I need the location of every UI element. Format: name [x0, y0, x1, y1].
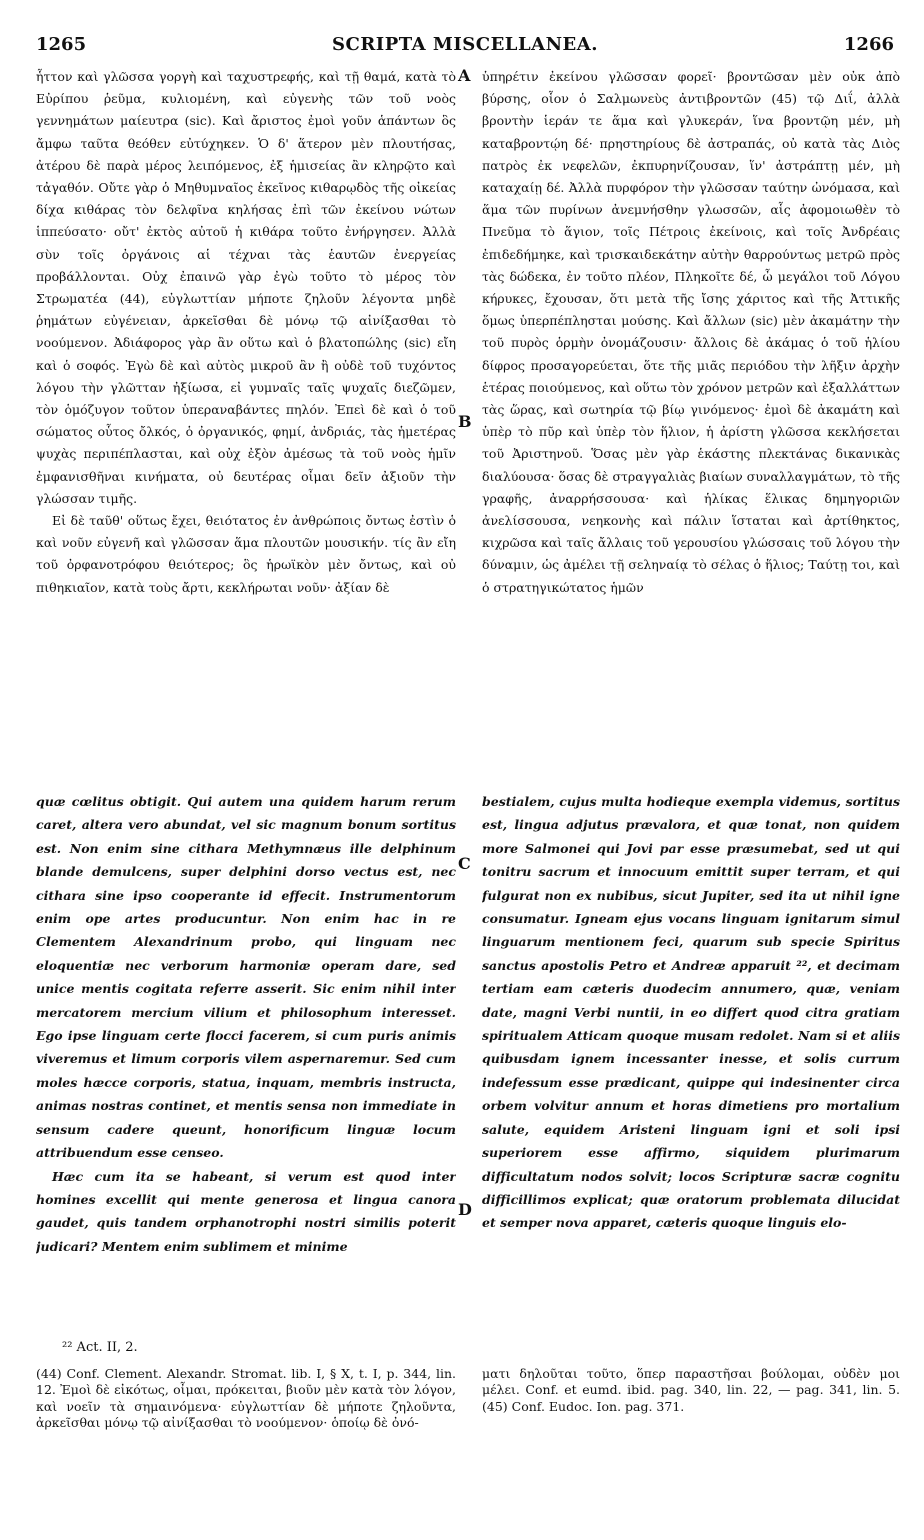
- page-number-left: 1265: [36, 34, 87, 55]
- margin-marker-a: A: [458, 66, 471, 85]
- margin-marker-d: D: [458, 1200, 472, 1219]
- running-header: [36, 34, 894, 58]
- note-44: (44) Conf. Clement. Alexandr. Stromat. lib. I, § X, t. I, p. 344, lin. 12. Ἐμοὶ δὲ εἰκότως, οἶμαι, πρόκειται, βιοῦν μὲν κατὰ τὸν λόγον, καὶ νοεῖν τὰ σημαινόμενα· εὐγλωττίαν δὲ μήποτε ζηλοῦντα, ἀρκεῖσθαι μόνῳ τῷ αἰνίξασθαι τὸ νοούμενον· ὁποίῳ δὲ ὀνό-: [36, 1366, 456, 1431]
- greek-column-left: [36, 66, 456, 751]
- greek-left-paragraph-1: ἧττον καὶ γλῶσσα γοργὴ καὶ ταχυστρεφής, καὶ τῇ θαμά, κατὰ τὸ Εὐρίπου ῥεῦμα, κυλιομένη, καὶ εὐγενὴς τῶν τοῦ νοὸς γεννημάτων μαίευτρα (sic). Καὶ ἄριστος ἐμοὶ γοῦν ἁπάντων ὃς ἄμφω ταῦτα θεόθεν εὐτύχηκεν. Ὁ δ' ἅτερον μὲν πλουτήσας, ἀτέρου δὲ παρὰ μέρος λειπόμενος, ἐξ ἡμισείας ἂν κληρῷτο καὶ τἀγαθόν. Οὔτε γὰρ ὁ Μηθυμναῖος ἐκεῖνος κιθαρῳδὸς τῆς οἰκείας δίχα κιθάρας τὸν δελφῖνα κηλήσας ἐπὶ τῶν ἐκείνου νώτων ἱππεύσατο· οὔτ' ἐκτὸς αὐτοῦ ἡ κιθάρα τοῦτο ἐνήργησεν. Ἀλλὰ σὺν τοῖς ὀργάνοις αἱ τέχναι τὰς ἑαυτῶν ἐνεργείας προβάλλονται. Οὐχ ἐπαινῶ γὰρ ἐγὼ τοῦτο τὸ μέρος τὸν Στρωματέα (44), εὐγλωττίαν μήποτε ζηλοῦν λέγοντα μηδὲ ῥημάτων εὐγένειαν, ἀρκεῖσθαι δὲ μόνῳ τῷ αἰνίξασθαι τὸ νοούμενον. Ἀδιάφορος γὰρ ἂν οὕτω καὶ ὁ βλατοπώλης (sic) εἴη καὶ ὁ σοφός. Ἐγὼ δὲ καὶ αὐτὸς μικροῦ ἂν ἢ οὐδὲ τοῦ τυχόντος λόγου τὴν γλῶτταν ἠξίωσα, εἰ γυμναῖς ταῖς ψυχαῖς διεζῶμεν, τὸν ὁμόζυγον τοῦτον ὑπεραναβάντες πηλόν. Ἐπεὶ δὲ καὶ ὁ τοῦ σώματος οὗτος ὄλκός, ὁ ὀργανικός, φημί, ἀνδριάς, τὰς ἡμετέρας ψυχὰς περιπέπλασται, καὶ οὐχ ἐξὸν ἀμέσως τὰ τοῦ νοὸς ἡμῖν ἐμφανισθῆναι κινήματα, οὐ δευτέρας οἶμαι δεῖν ἀξιοῦν τὴν γλώσσαν τιμῆς.: [36, 69, 456, 506]
- margin-marker-b: B: [458, 412, 472, 431]
- margin-marker-c: C: [458, 854, 471, 873]
- greek-column-right: [482, 66, 900, 751]
- note-45: ματι δηλοῦται τοῦτο, ὅπερ παραστῆσαι βούλομαι, οὐδὲν μοι μέλει. Conf. et eumd. ibid. pag. 340, lin. 22, — pag. 341, lin. 5. (45) Conf. Eudoc. Ion. pag. 371.: [482, 1366, 900, 1414]
- latin-left-paragraph-1: quæ cœlitus obtigit. Qui autem una quidem harum rerum caret, altera vero abundat, vel sic magnum bonum sortitus est. Non enim sine cithara Methymnæus ille delphinum blande demulcens, super delphini dorso vectus est, nec cithara sine ipso cooperante id effecit. Instrumentorum enim ope artes producuntur. Non enim hac in re Clementem Alexandrinum probo, qui linguam nec eloquentiæ nec verborum harmoniæ operam dare, sed unice mentis cogitata referre asserit. Sic enim nihil inter mercatorem mercium vilium et philosophum interesset. Ego ipse linguam certe flocci facerem, si cum puris animis viveremus et limum corporis vilem aspernaremur. Sed cum moles hæcce corporis, statua, inquam, membris instructa, animas nostras continet, et mentis sensa non immediate in sensum cadere queunt, honorificum linguæ locum attribuendum esse censeo.: [36, 794, 456, 1161]
- greek-right-paragraph-1: ὑπηρέτιν ἐκείνου γλῶσσαν φορεῖ· βροντῶσαν μὲν οὐκ ἀπὸ βύρσης, οἷον ὁ Σαλμωνεὺς ἀντιβροντῶν (45) τῷ Διΐ, ἀλλὰ βροντὴν ἱεράν τε ἅμα καὶ γλυκεράν, ἵνα βροντῷη μέν, μὴ καταβροντῴη δέ· πρηστηρίους δὲ ἀστραπάς, οὐ κατὰ τὰς Διὸς πατρὸς ἐκ νεφελῶν, ἐκπυρηνίζουσαν, ἵν' ἀστράπτῃ μέν, μὴ καταχαίῃ δέ. Ἀλλὰ πυρφόρον τὴν γλῶσσαν ταύτην ὠνόμασα, καὶ ἅμα τῶν πυρίνων ἀνεμνήσθην γλωσσῶν, αἷς ἀφομοιωθὲν τὸ Πνεῦμα τὸ ἅγιον, τοῖς Πέτροις ἐκείνοις, καὶ τοῖς Ἀνδρέαις ἐπιδεδήμηκε, καὶ τρισκαιδεκάτην αὐτὴν θαρρούντως μετρῶ πρὸς τὰς δώδεκα, ἐν τοῦτο πλέον, Πληκοῖτε δέ, ὦ μεγάλοι τοῦ Λόγου κήρυκες, ἔχουσαν, ὅτι μετὰ τῆς ἴσης χάριτος καὶ τῆς Ἀττικῆς ὅμως ὑπερπέπλησται μούσης. Καὶ ἄλλων (sic) μὲν ἀκαμάτην τὴν τοῦ πυρὸς ὁρμὴν ὀνομάζουσιν· ἄλλοις δὲ ἀκάμας ὁ τοῦ ἡλίου δίφρος προσαγορεύεται, ὅτε τῆς μιᾶς περιόδου τὴν λῆξιν ἀρχὴν ἑτέρας ποιούμενος, καὶ οὕτω τὸν χρόνον μετρῶν καὶ ἐξαλλάττων τὰς ὥρας, καὶ σωτηρία τῷ βίῳ γινόμενος· ἐμοὶ δὲ ἀκαμάτη καὶ ὑπὲρ τὸ πῦρ καὶ ὑπὲρ τὸν ἥλιον, ἡ ἀρίστη γλῶσσα κεκλήσεται τοῦ Ἀριστηνοῦ. Ὅσας μὲν γὰρ ἑκάστης πλεκτάνας δικανικὰς διαλύουσα· ὅσας δὲ στραγγαλιὰς βιαίων συναλλαγμάτων, τὸ τῆς γραφῆς, ἀναρρήσσουσα· καὶ ἡλίκας ἕλικας δημηγοριῶν ἀνελίσσουσα, νεηκονὴς καὶ πάλιν ἵσταται καὶ ἀρτίθηκτος, κιχρῶσα καὶ ταῖς ἄλλαις τοῦ γερουσίου γλώσσαις τοῦ λόγου τὴν δύναμιν, ὡς ἀμέλει τῇ σεληναίᾳ τὸ σέλας ὁ ἥλιος; Ταύτῃ τοι, καὶ ὁ στρατηγικώτατος ἡμῶν: [482, 69, 900, 595]
- latin-column-right: [482, 790, 900, 1330]
- notes-column-left: [36, 1366, 456, 1446]
- footnote-reference: ²² Act. II, 2.: [62, 1340, 138, 1355]
- latin-right-paragraph-1: bestialem, cujus multa hodieque exempla videmus, sortitus est, lingua adjutus prævalora, et quæ tonat, non quidem more Salmonei qui Jovi par esse præsumebat, sed ut qui tonitru sacrum et innocuum emittit super terram, et qui fulgurat non ex nubibus, sicut Jupiter, sed ita ut nihil igne consumatur. Igneam ejus vocans linguam ignitarum simul linguarum mentionem feci, quarum sub specie Spiritus sanctus apostolis Petro et Andreæ apparuit ²², et decimam tertiam eam cæteris duodecim annumero, quæ, veniam date, magni Verbi nuntii, in eo differt quod citra gratiam spiritualem Atticam quoque musam redolet. Nam si et aliis quibusdam ignem incessanter inesse, et solis currum indefessum esse prædicant, quippe qui indesinenter circa orbem volvitur annum et horas dimetiens pro mortalium salute, equidem Aristeni linguam igni et soli ipsi superiorem esse affirmo, siquidem plurimarum difficultatum nodos solvit; locos Scripturæ sacræ cognitu difficillimos explicat; quæ oratorum problemata dilucidat et semper nova apparet, cæteris quoque linguis elo-: [482, 794, 900, 1231]
- notes-column-right: [482, 1366, 900, 1426]
- latin-left-paragraph-2: Hæc cum ita se habeant, si verum est quod inter homines excellit qui mente generosa et lingua canora gaudet, quis tandem orphanotrophi nostri similis poterit judicari? Mentem enim sublimem et minime: [36, 1168, 456, 1254]
- latin-column-left: [36, 790, 456, 1330]
- running-title: SCRIPTA MISCELLANEA.: [332, 34, 598, 55]
- page-number-right: 1266: [843, 34, 894, 55]
- greek-left-paragraph-2: Εἰ δὲ ταῦθ' οὕτως ἔχει, θειότατος ἐν ἀνθρώποις ὄντως ἐστὶν ὁ καὶ νοῦν εὐγενῆ καὶ γλῶσσαν ἅμα πλουτῶν μουσικήν. τίς ἂν εἴη τοῦ ὀρφανοτρόφου θειότερος; ὃς ἡρωϊκὸν μὲν ὄντως, καὶ οὐ πιθηκιαῖον, κατὰ τοὺς ἄρτι, κεκλήρωται νοῦν· ἀξίαν δὲ: [36, 513, 456, 595]
